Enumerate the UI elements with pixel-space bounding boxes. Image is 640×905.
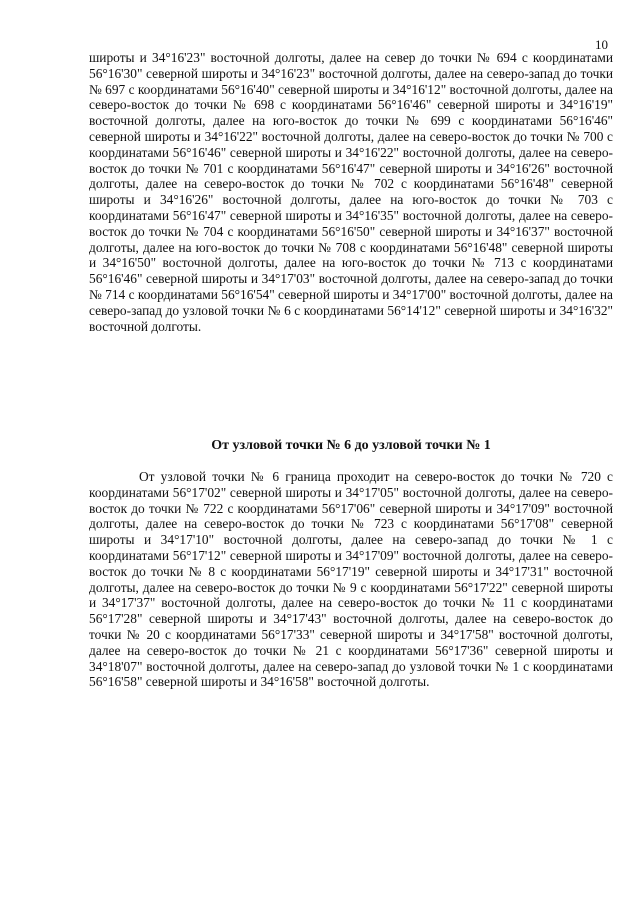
page-number: 10	[595, 37, 608, 52]
boundary-paragraph-continued: широты и 34°16'23" восточной долготы, далее на север до точки № 694 с координатами 56°16'30" северной широты и 34°16'23" восточной долготы, далее на северо-запад до точки № 697 с координатами 56°16'40" северной широты и 34°16'12" восточной долготы, далее на северо-восток до точки № 698 с координатами 56°16'46" северной широты и 34°16'19" восточной долготы, далее на юго-восток до точки № 699 с координатами 56°16'46" северной широты и 34°16'22" восточной долготы, далее на северо-восток до точки № 700 с координатами 56°16'46" северной широты и 34°16'22" восточной долготы, далее на северо-восток до точки № 701 с координатами 56°16'47" северной широты и 34°16'26" восточной долготы, далее на северо-восток до точки № 702 с координатами 56°16'48" северной широты и 34°16'26" восточной долготы, далее на юго-восток до точки № 703 с координатами 56°16'47" северной широты и 34°16'35" восточной долготы, далее на северо-восток до точки № 704 с координатами 56°16'50" северной широты и 34°16'37" восточной долготы, далее на юго-восток до точки № 708 с координатами 56°16'48" северной широты и 34°16'50" восточной долготы, далее на юго-восток до точки № 713 с координатами 56°16'46" северной широты и 34°17'03" восточной долготы, далее на северо-запад до точки № 714 с координатами 56°16'54" северной широты и 34°17'00" восточной долготы, далее на северо-запад до узловой точки № 6 с координатами 56°14'12" северной широты и 34°16'32" восточной долготы.	[89, 50, 613, 334]
section-heading: От узловой точки № 6 до узловой точки № 1	[211, 438, 491, 453]
boundary-paragraph-6-to-1: От узловой точки № 6 граница проходит на северо-восток до точки № 720 с координатами 56°17'02" северной широты и 34°17'05" восточной долготы, далее на северо-восток до точки № 722 с координатами 56°17'06" северной широты и 34°17'09" восточной долготы, далее на северо-восток до точки № 723 с координатами 56°17'08" северной широты и 34°17'10" восточной долготы, далее на северо-запад до точки № 1 с координатами 56°17'12" северной широты и 34°17'09" восточной долготы, далее на северо-восток до точки № 8 с координатами 56°17'19" северной широты и 34°17'31" восточной долготы, далее на северо-восток до точки № 9 с координатами 56°17'22" северной широты и 34°17'37" восточной долготы, далее на северо-восток до точки № 11 с координатами 56°17'28" северной широты и 34°17'43" восточной долготы, далее на северо-восток до точки № 20 с координатами 56°17'33" северной широты и 34°17'58" восточной долготы, далее на северо-восток до точки № 21 с координатами 56°17'36" северной широты и 34°18'07" восточной долготы, далее на северо-запад до узловой точки № 1 с координатами 56°16'58" северной широты и 34°16'58" восточной долготы.	[89, 469, 613, 690]
